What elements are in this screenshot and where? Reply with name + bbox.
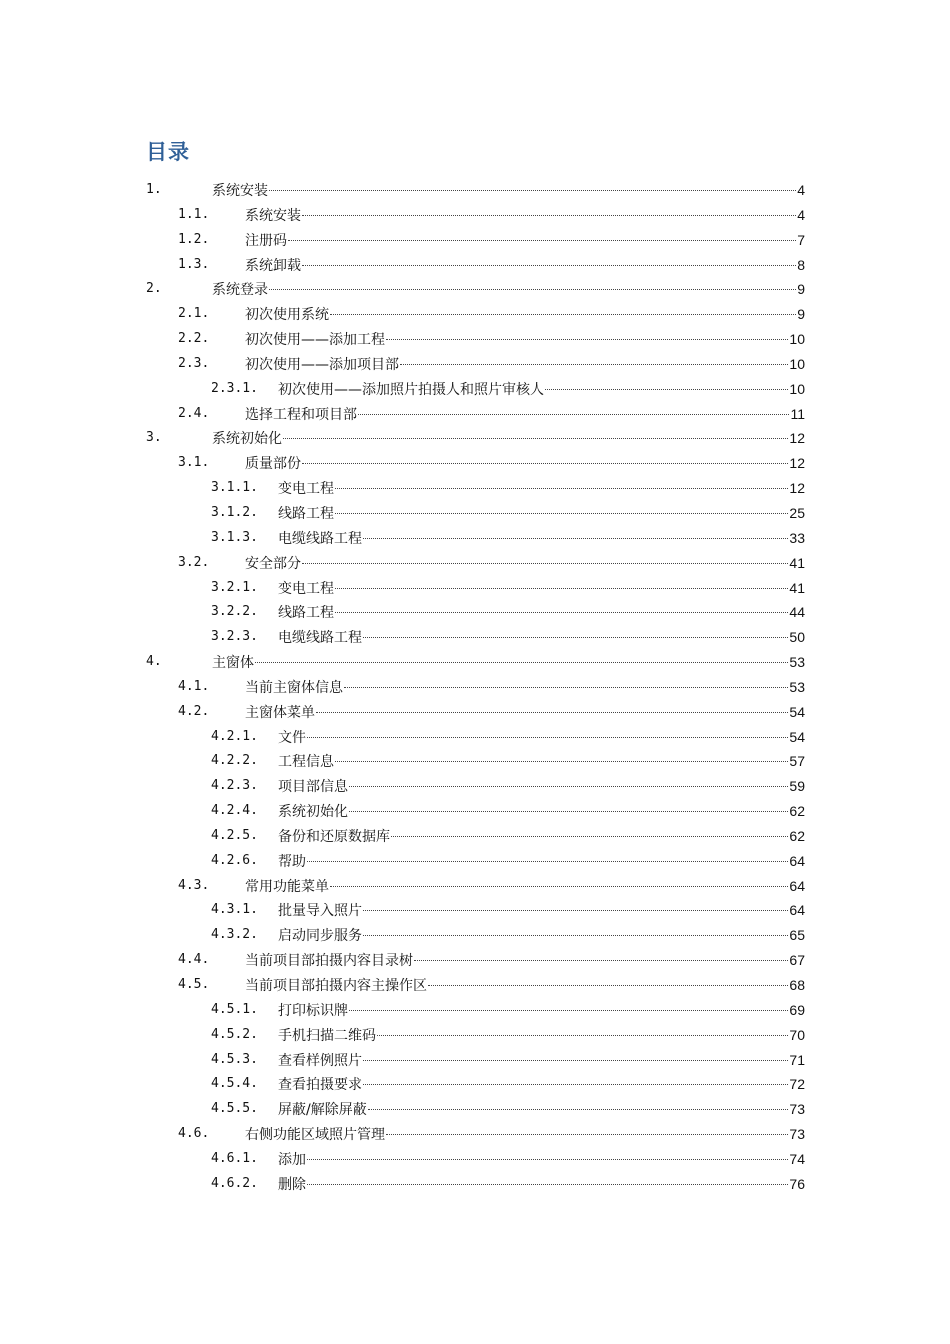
toc-entry-line <box>278 749 805 775</box>
toc-entry[interactable] <box>0 302 950 327</box>
toc-entry-line <box>278 799 805 825</box>
dot-leader <box>307 737 788 738</box>
toc-entry-page-number: 44 <box>789 604 805 621</box>
dot-leader <box>335 612 788 613</box>
toc-entry[interactable] <box>0 1122 950 1147</box>
toc-entry-line <box>245 228 805 254</box>
toc-entry-number: 2.1. <box>178 306 210 322</box>
toc-entry-page-number: 64 <box>789 852 805 869</box>
toc-entry-text[interactable]: 打印标识牌 <box>278 1002 348 1019</box>
toc-entry[interactable] <box>0 576 950 601</box>
toc-entry-page-number: 12 <box>789 430 805 447</box>
toc-entry-line <box>245 675 805 701</box>
toc-entry-page-number: 59 <box>789 778 805 795</box>
toc-entry-page-number: 10 <box>789 380 805 397</box>
toc-entry-number: 3.2.3. <box>211 629 258 645</box>
toc-entry[interactable] <box>0 451 950 476</box>
toc-title: 目录 <box>146 140 190 164</box>
toc-entry-text[interactable]: 初次使用——添加项目部 <box>245 356 399 373</box>
toc-entry-text[interactable]: 启动同步服务 <box>278 928 362 945</box>
toc-entry[interactable] <box>0 923 950 948</box>
toc-entry-number: 1.3. <box>178 256 210 272</box>
toc-entry[interactable] <box>0 874 950 899</box>
toc-entry-number: 3.1.2. <box>211 504 258 520</box>
toc-entry-page-number: 54 <box>789 703 805 720</box>
toc-entry-line <box>278 774 805 800</box>
toc-entry[interactable] <box>0 973 950 998</box>
toc-entry-line <box>245 1122 805 1148</box>
dot-leader <box>363 538 788 539</box>
toc-entry-line <box>212 277 805 303</box>
toc-entry-line <box>278 824 805 850</box>
toc-entry-number: 4.2.4. <box>211 803 258 819</box>
toc-entry-number: 3.2.1. <box>211 579 258 595</box>
toc-entry-number: 4. <box>146 654 162 670</box>
toc-entry-line <box>245 551 805 577</box>
toc-entry[interactable] <box>0 1048 950 1073</box>
toc-entry-number: 4.3.1. <box>211 902 258 918</box>
toc-entry-text[interactable]: 备份和还原数据库 <box>278 828 390 845</box>
toc-entry-number: 2.3.1. <box>211 380 258 396</box>
toc-entry-line <box>212 426 805 452</box>
toc-entry-text[interactable]: 电缆线路工程 <box>278 630 362 647</box>
dot-leader <box>363 637 788 638</box>
toc-entry-page-number: 12 <box>789 455 805 472</box>
toc-entry-text[interactable]: 主窗体 <box>212 655 254 672</box>
toc-entry-line <box>245 203 805 229</box>
toc-entry-line <box>278 377 805 403</box>
toc-entry[interactable] <box>0 1072 950 1097</box>
toc-entry-page-number: 67 <box>789 952 805 969</box>
toc-entry-number: 4.5.5. <box>211 1101 258 1117</box>
dot-leader <box>414 960 788 961</box>
toc-entry[interactable] <box>0 551 950 576</box>
toc-entry[interactable] <box>0 178 950 203</box>
toc-entry-number: 4.5. <box>178 977 210 992</box>
toc-entry-number: 4.6. <box>178 1126 210 1142</box>
toc-entry[interactable] <box>0 948 950 973</box>
toc-entry[interactable] <box>0 625 950 650</box>
toc-entry-page-number: 73 <box>789 1101 805 1118</box>
dot-leader <box>307 861 788 862</box>
toc-entry-line <box>278 849 805 875</box>
toc-entry[interactable] <box>0 824 950 849</box>
toc-entry-page-number: 33 <box>789 529 805 546</box>
toc-entry-line <box>245 874 805 900</box>
dot-leader <box>377 1035 788 1036</box>
toc-entry-number: 4.3. <box>178 877 210 893</box>
toc-entry-text[interactable]: 帮助 <box>278 853 306 870</box>
dot-leader <box>307 1184 788 1185</box>
toc-entry-text[interactable]: 当前项目部拍摄内容目录树 <box>245 953 413 970</box>
toc-entry-number: 4.6.2. <box>211 1175 258 1191</box>
toc-entry-text[interactable]: 系统安装 <box>212 183 268 199</box>
toc-entry[interactable] <box>0 1147 950 1172</box>
toc-entry[interactable] <box>0 1172 950 1197</box>
toc-entry-line <box>278 725 805 751</box>
toc-entry-page-number: 12 <box>789 480 805 497</box>
dot-leader <box>358 414 789 415</box>
dot-leader <box>283 438 788 439</box>
toc-entry[interactable] <box>0 476 950 501</box>
toc-entry[interactable] <box>0 1097 950 1122</box>
toc-entry-number: 4.3.2. <box>211 927 258 943</box>
toc-entry-text[interactable]: 查看样例照片 <box>278 1052 362 1069</box>
toc-entry-page-number: 72 <box>789 1076 805 1093</box>
dot-leader <box>255 662 788 663</box>
toc-entry-text[interactable]: 文件 <box>278 729 306 746</box>
toc-entry[interactable] <box>0 352 950 377</box>
toc-entry-number: 1.1. <box>178 206 210 222</box>
toc-entry-page-number: 68 <box>789 977 805 993</box>
toc-entry[interactable] <box>0 327 950 352</box>
toc-entry-line <box>245 402 805 428</box>
toc-entry-text[interactable]: 线路工程 <box>278 605 334 622</box>
toc-entry-line <box>278 1072 805 1098</box>
dot-leader <box>363 935 788 936</box>
toc-entry-number: 3. <box>146 430 162 446</box>
dot-leader <box>316 712 788 713</box>
toc-entry-page-number: 76 <box>789 1175 805 1192</box>
toc-entry-number: 4.2.3. <box>211 778 258 794</box>
toc-entry-text[interactable]: 右侧功能区域照片管理 <box>245 1127 385 1144</box>
toc-entry-page-number: 57 <box>789 753 805 770</box>
dot-leader <box>344 687 788 688</box>
toc-entry-page-number: 50 <box>789 629 805 646</box>
toc-entry-text[interactable]: 屏蔽/解除屏蔽 <box>278 1102 367 1119</box>
toc-entry-text[interactable]: 主窗体菜单 <box>245 704 315 721</box>
toc-entry-text[interactable]: 批量导入照片 <box>278 903 362 920</box>
toc-entry-line <box>278 898 805 924</box>
toc-entry-page-number: 4 <box>797 182 805 198</box>
dot-leader <box>391 836 788 837</box>
toc-entry-page-number: 41 <box>789 554 805 571</box>
toc-entry-line <box>278 1097 805 1123</box>
toc-entry-page-number: 74 <box>789 1150 805 1167</box>
toc-entry-number: 4.5.3. <box>211 1051 258 1067</box>
toc-entry-page-number: 73 <box>789 1126 805 1143</box>
toc-entry-number: 2.3. <box>178 355 210 371</box>
toc-entry[interactable] <box>0 725 950 750</box>
toc-entry[interactable] <box>0 675 950 700</box>
toc-entry-line <box>245 253 805 279</box>
toc-entry-page-number: 71 <box>789 1051 805 1068</box>
toc-entry-page-number: 9 <box>797 306 805 323</box>
toc-entry-line <box>245 302 805 328</box>
toc-entry-text[interactable]: 变电工程 <box>278 481 334 498</box>
toc-entry-line <box>245 352 805 378</box>
toc-entry-line <box>278 923 805 949</box>
toc-entry[interactable] <box>0 402 950 427</box>
toc-entry-text[interactable]: 删除 <box>278 1176 306 1193</box>
dot-leader <box>363 910 788 911</box>
toc-entry-number: 3.1.1. <box>211 480 258 496</box>
toc-entry[interactable] <box>0 799 950 824</box>
dot-leader <box>368 1109 789 1110</box>
toc-entry-page-number: 9 <box>797 281 805 298</box>
toc-entry-number: 3.2.2. <box>211 604 258 620</box>
toc-entry-number: 4.2.1. <box>211 728 258 744</box>
dot-leader <box>302 463 788 464</box>
toc-entry-text[interactable]: 系统登录 <box>212 282 268 299</box>
toc-entry[interactable] <box>0 203 950 228</box>
toc-entry-page-number: 69 <box>789 1001 805 1018</box>
toc-entry-number: 3.2. <box>178 554 210 570</box>
toc-entry[interactable] <box>0 501 950 526</box>
toc-entry-line <box>245 948 805 974</box>
toc-entry[interactable] <box>0 426 950 451</box>
toc-entry-text[interactable]: 电缆线路工程 <box>278 530 362 547</box>
toc-entry[interactable] <box>0 749 950 774</box>
toc-entry-number: 4.6.1. <box>211 1150 258 1166</box>
toc-entry-text[interactable]: 安全部分 <box>245 555 301 572</box>
toc-entry-number: 4.2.2. <box>211 753 258 769</box>
toc-entry-text[interactable]: 手机扫描二维码 <box>278 1027 376 1044</box>
toc-entry-number: 4.4. <box>178 952 210 968</box>
dot-leader <box>269 289 796 290</box>
toc-entry-text[interactable]: 系统安装 <box>245 207 301 224</box>
toc-list <box>0 178 950 1197</box>
toc-entry-text[interactable]: 初次使用——添加照片拍摄人和照片审核人 <box>278 381 544 398</box>
toc-entry-text[interactable]: 系统卸载 <box>245 257 301 274</box>
toc-entry-page-number: 54 <box>789 728 805 745</box>
toc-entry[interactable] <box>0 1023 950 1048</box>
toc-entry-page-number: 64 <box>789 877 805 894</box>
toc-entry-line <box>278 625 805 651</box>
toc-entry-page-number: 41 <box>789 579 805 596</box>
toc-entry-page-number: 62 <box>789 827 805 844</box>
toc-entry-text[interactable]: 查看拍摄要求 <box>278 1077 362 1094</box>
toc-entry-text[interactable]: 项目部信息 <box>278 779 348 796</box>
toc-entry-line <box>278 1023 805 1049</box>
dot-leader <box>288 240 796 241</box>
toc-entry[interactable] <box>0 774 950 799</box>
toc-entry-page-number: 53 <box>789 654 805 671</box>
dot-leader <box>386 1134 788 1135</box>
toc-entry-page-number: 7 <box>797 231 805 248</box>
dot-leader <box>330 886 788 887</box>
toc-entry-text[interactable]: 当前主窗体信息 <box>245 679 343 696</box>
dot-leader <box>335 588 788 589</box>
toc-entry-line <box>278 998 805 1024</box>
toc-entry-text[interactable]: 注册码 <box>245 232 287 249</box>
toc-entry-number: 3.1. <box>178 455 210 471</box>
toc-entry-page-number: 64 <box>789 902 805 919</box>
dot-leader <box>330 314 796 315</box>
toc-entry-number: 2.2. <box>178 331 210 347</box>
toc-entry-text[interactable]: 添加 <box>278 1151 306 1168</box>
toc-entry-text[interactable]: 初次使用——添加工程 <box>245 332 385 349</box>
dot-leader <box>363 1060 788 1061</box>
toc-entry-line <box>278 1147 805 1173</box>
dot-leader <box>307 1159 788 1160</box>
toc-entry-line <box>278 526 805 552</box>
toc-entry-text[interactable]: 初次使用系统 <box>245 307 329 324</box>
dot-leader <box>349 1010 788 1011</box>
toc-entry-line <box>245 327 805 353</box>
toc-entry-text[interactable]: 变电工程 <box>278 580 334 597</box>
toc-entry-page-number: 65 <box>789 927 805 944</box>
dot-leader <box>302 215 796 216</box>
toc-entry-number: 4.5.2. <box>211 1026 258 1042</box>
dot-leader <box>386 339 788 340</box>
toc-entry-number: 3.1.3. <box>211 529 258 545</box>
toc-entry-text[interactable]: 系统初始化 <box>212 431 282 448</box>
toc-entry[interactable] <box>0 650 950 675</box>
dot-leader <box>349 811 788 812</box>
toc-entry-page-number: 53 <box>789 678 805 695</box>
toc-entry-number: 4.2.5. <box>211 827 258 843</box>
toc-entry-line <box>278 1048 805 1074</box>
dot-leader <box>349 786 788 787</box>
dot-leader <box>335 488 788 489</box>
toc-entry-number: 1.2. <box>178 231 210 247</box>
toc-entry-text[interactable]: 工程信息 <box>278 754 334 771</box>
toc-entry-line <box>245 973 805 999</box>
toc-entry-line <box>278 576 805 602</box>
toc-entry-text[interactable]: 选择工程和项目部 <box>245 406 357 423</box>
toc-entry-number: 4.1. <box>178 678 210 694</box>
toc-entry-number: 2. <box>146 281 162 297</box>
toc-entry-text[interactable]: 质量部份 <box>245 456 301 473</box>
dot-leader <box>545 389 788 390</box>
dot-leader <box>302 265 796 266</box>
dot-leader <box>269 190 796 191</box>
toc-entry[interactable] <box>0 898 950 923</box>
toc-entry-line <box>278 600 805 626</box>
toc-entry-page-number: 62 <box>789 803 805 820</box>
toc-entry-page-number: 70 <box>789 1026 805 1043</box>
toc-entry-number: 2.4. <box>178 405 210 421</box>
toc-entry-text[interactable]: 常用功能菜单 <box>245 878 329 895</box>
toc-entry-page-number: 4 <box>797 206 805 223</box>
dot-leader <box>335 513 788 514</box>
toc-entry-line <box>278 476 805 502</box>
toc-entry-text[interactable]: 当前项目部拍摄内容主操作区 <box>245 978 427 994</box>
toc-entry[interactable] <box>0 228 950 253</box>
toc-entry-page-number: 10 <box>789 331 805 348</box>
toc-entry[interactable] <box>0 600 950 625</box>
toc-entry[interactable] <box>0 253 950 278</box>
toc-entry-number: 4.2.6. <box>211 852 258 868</box>
toc-entry-line <box>212 178 805 204</box>
dot-leader <box>428 985 788 986</box>
toc-entry-line <box>212 650 805 676</box>
toc-entry[interactable] <box>0 277 950 302</box>
toc-entry[interactable] <box>0 526 950 551</box>
toc-entry-page-number: 8 <box>797 256 805 273</box>
toc-entry-line <box>278 1172 805 1198</box>
dot-leader <box>400 364 788 365</box>
toc-entry-line <box>278 501 805 527</box>
toc-entry[interactable] <box>0 998 950 1023</box>
toc-entry-line <box>245 451 805 477</box>
dot-leader <box>363 1084 788 1085</box>
toc-entry[interactable] <box>0 700 950 725</box>
toc-entry[interactable] <box>0 377 950 402</box>
toc-entry-number: 1. <box>146 182 162 197</box>
toc-entry-text[interactable]: 系统初始化 <box>278 804 348 821</box>
toc-entry-number: 4.5.1. <box>211 1001 258 1017</box>
toc-entry[interactable] <box>0 849 950 874</box>
toc-entry-number: 4.2. <box>178 703 210 719</box>
toc-entry-number: 4.5.4. <box>211 1076 258 1092</box>
toc-entry-text[interactable]: 线路工程 <box>278 505 334 522</box>
toc-entry-line <box>245 700 805 726</box>
dot-leader <box>302 563 788 564</box>
toc-entry-page-number: 25 <box>789 504 805 521</box>
toc-entry-page-number: 11 <box>790 405 805 422</box>
toc-entry-page-number: 10 <box>789 355 805 372</box>
dot-leader <box>335 761 788 762</box>
